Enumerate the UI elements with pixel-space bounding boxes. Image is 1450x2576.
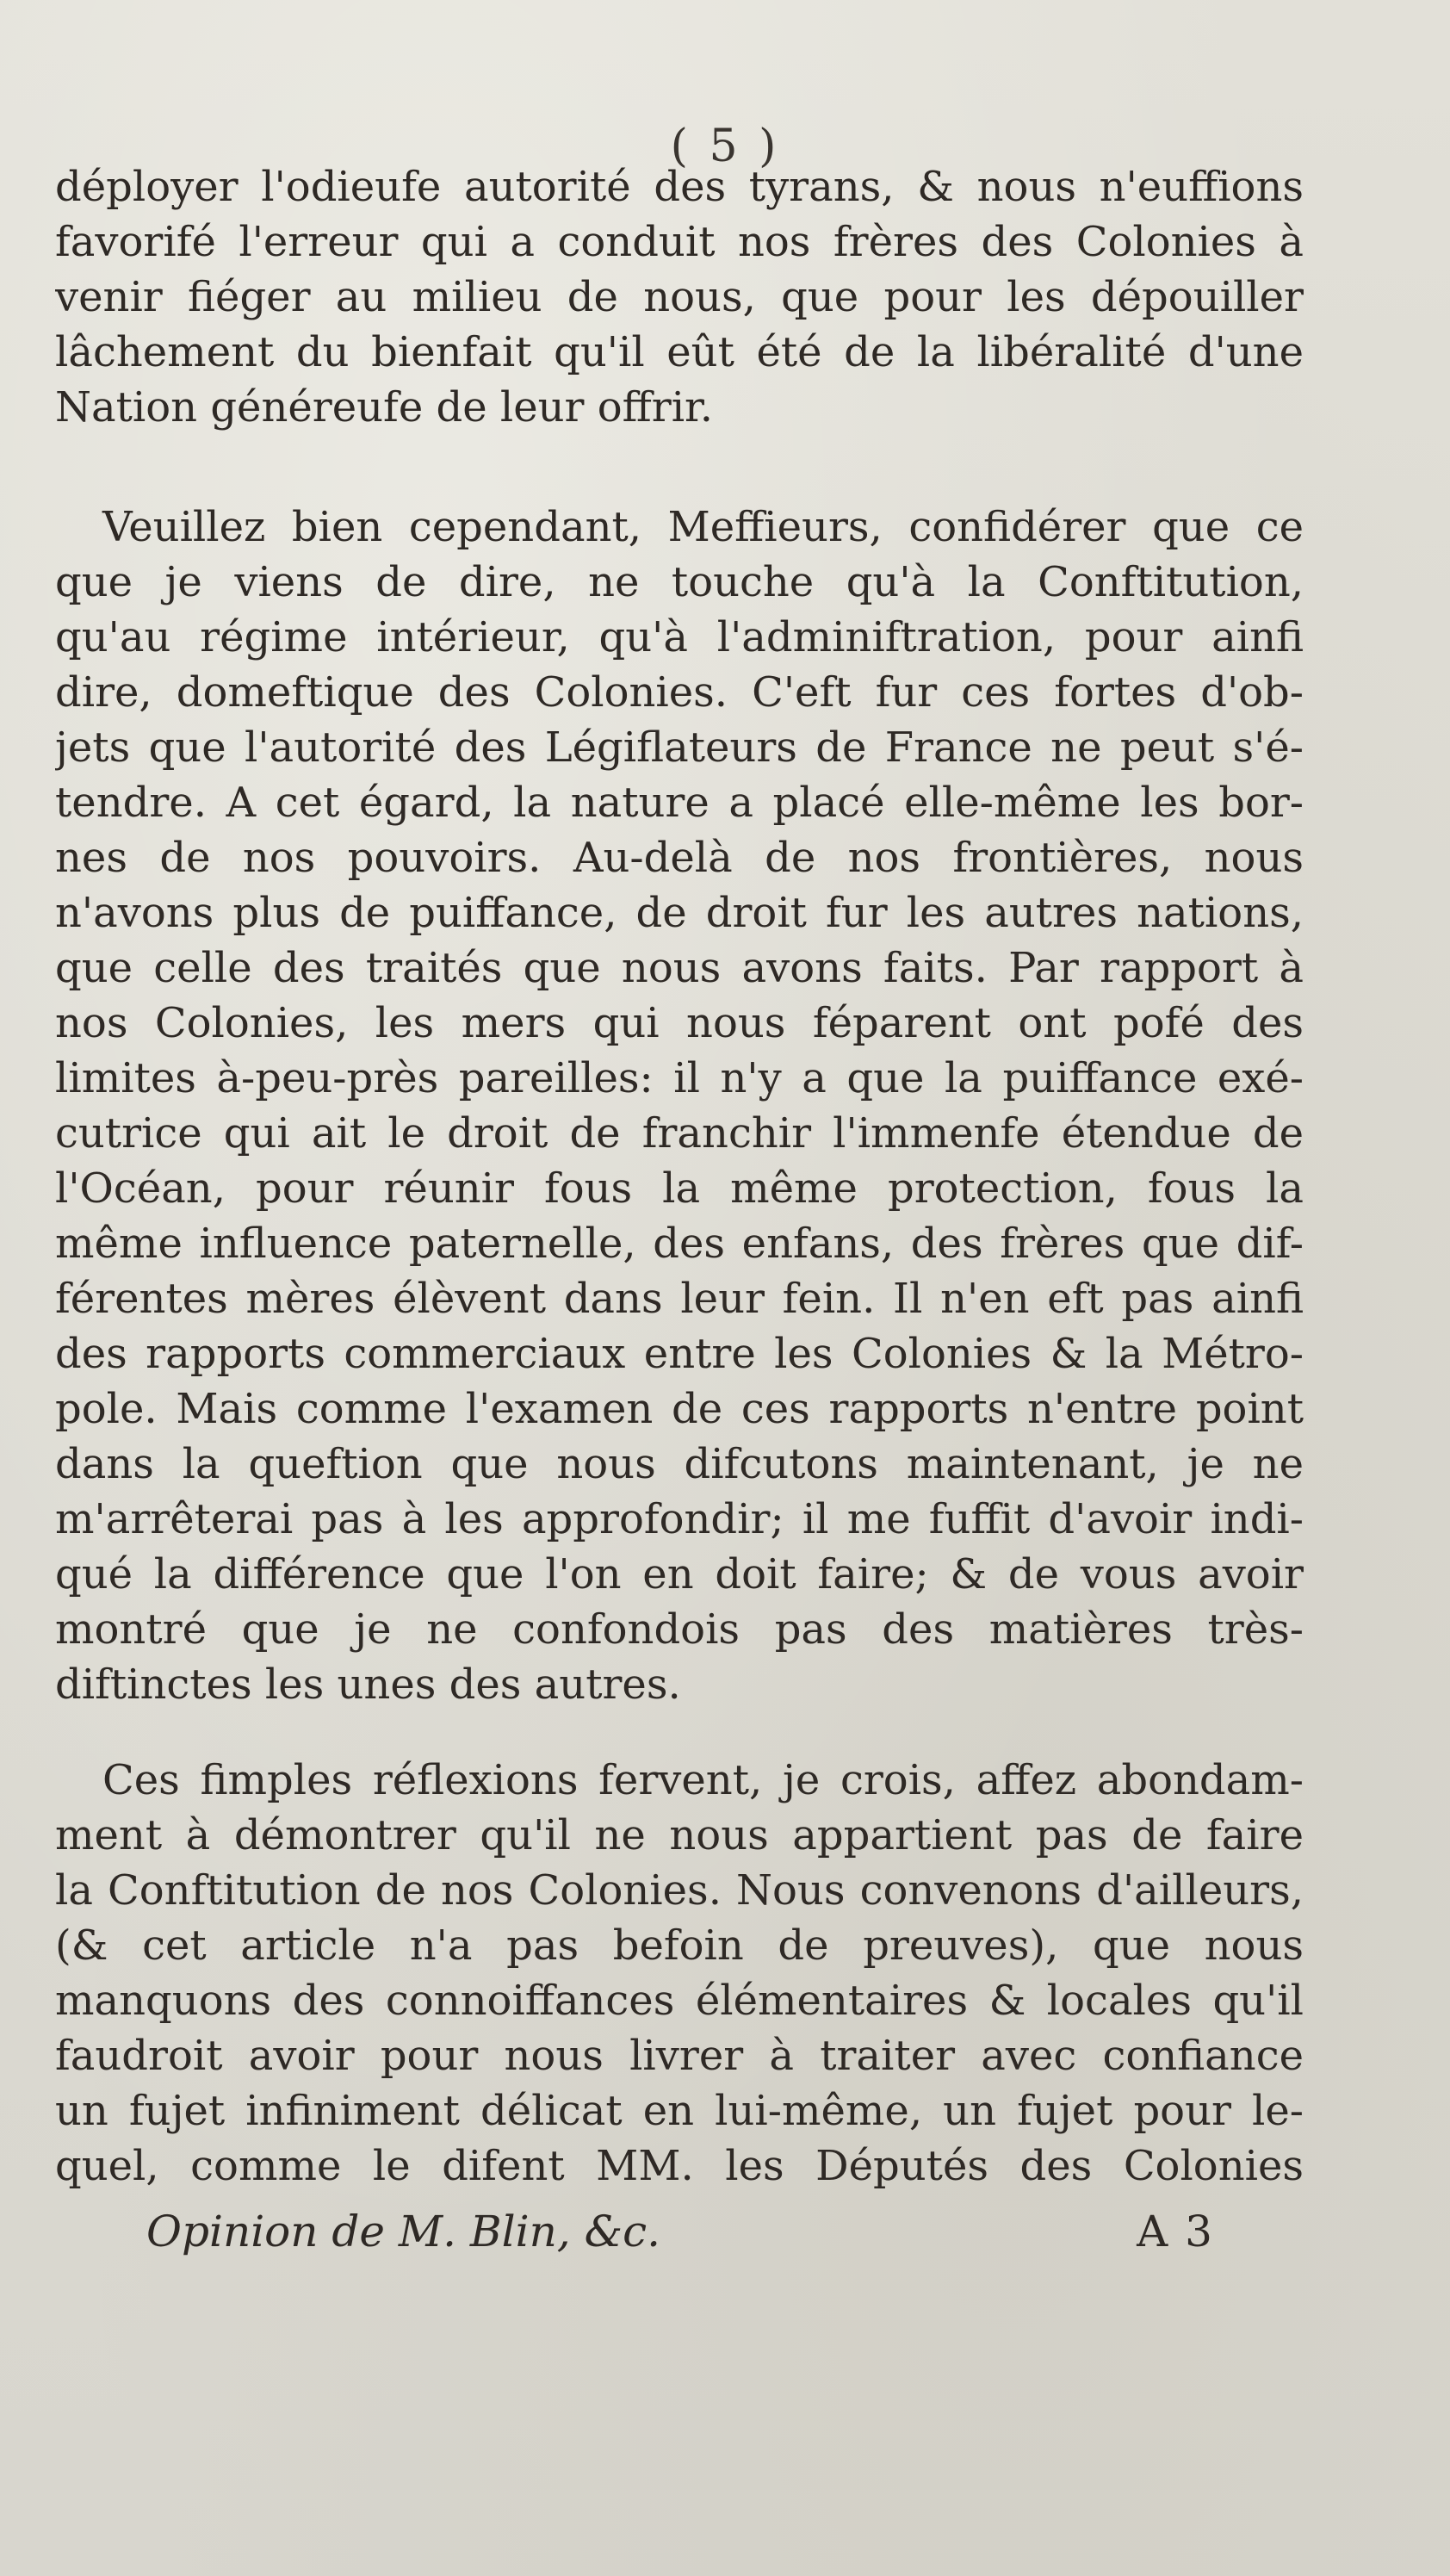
text-line: qué la différence que l'on en doit faire; & de vous avoir [55, 1550, 1304, 1598]
text-line: Veuillez bien cependant, Meffieurs, confidérer que ce [102, 503, 1304, 551]
paragraph-3 [55, 1753, 1304, 2194]
text-line: faudroit avoir pour nous livrer à traiter avec confiance [55, 2032, 1304, 2080]
running-title: Opinion de M. Blin, &c. [146, 2207, 660, 2256]
text-line: lâchement du bienfait qu'il eût été de la libéralité d'une [55, 328, 1304, 376]
text-line: m'arrêterai pas à les approfondir; il me fuffit d'avoir indi- [55, 1495, 1304, 1543]
text-line: la Conftitution de nos Colonies. Nous convenons d'ailleurs, [55, 1866, 1304, 1915]
signature-mark: A 3 [1137, 2207, 1214, 2256]
text-line: (& cet article n'a pas befoin de preuves), que nous [55, 1921, 1304, 1970]
text-line: montré que je ne confondois pas des matières très- [55, 1605, 1304, 1654]
paragraph-1 [55, 159, 1304, 435]
text-line: n'avons plus de puiffance, de droit fur les autres nations, [55, 889, 1304, 937]
text-line: pole. Mais comme l'examen de ces rapports n'entre point [55, 1385, 1304, 1433]
text-line: ment à démontrer qu'il ne nous appartient pas de faire [55, 1811, 1304, 1859]
text-line: limites à-peu-près pareilles: il n'y a que la puiffance exé- [55, 1054, 1304, 1102]
text-line: l'Océan, pour réunir fous la même protection, fous la [55, 1164, 1304, 1213]
text-line: venir fiéger au milieu de nous, que pour les dépouiller [55, 273, 1304, 321]
text-line: nes de nos pouvoirs. Au-delà de nos frontières, nous [55, 834, 1304, 882]
text-line: que je viens de dire, ne touche qu'à la Conftitution, [55, 558, 1304, 606]
text-line: même influence paternelle, des enfans, des frères que dif- [55, 1220, 1304, 1268]
text-line: tendre. A cet égard, la nature a placé elle-même les bor- [55, 779, 1304, 827]
text-line: manquons des connoiffances élémentaires & locales qu'il [55, 1977, 1304, 2025]
text-line: nos Colonies, les mers qui nous féparent ont pofé des [55, 999, 1304, 1047]
text-line: diftinctes les unes des autres. [55, 1660, 681, 1709]
paragraph-2 [55, 500, 1304, 1712]
text-line: cutrice qui ait le droit de franchir l'immenfe étendue de [55, 1109, 1304, 1158]
text-line: jets que l'autorité des Légiflateurs de France ne peut s'é- [55, 723, 1304, 772]
text-line: qu'au régime intérieur, qu'à l'adminiftration, pour ainfi [55, 613, 1304, 661]
page-number: ( 5 ) [670, 121, 780, 172]
text-line: déployer l'odieufe autorité des tyrans, & nous n'euffions [55, 163, 1304, 211]
text-line: dire, domeftique des Colonies. C'eft fur ces fortes d'ob- [55, 668, 1304, 717]
text-line: Ces fimples réflexions fervent, je crois, affez abondam- [102, 1756, 1304, 1804]
text-line: que celle des traités que nous avons faits. Par rapport à [55, 944, 1304, 992]
text-line: un fujet infiniment délicat en lui-même, un fujet pour le- [55, 2087, 1304, 2135]
text-line: Nation généreufe de leur offrir. [55, 383, 713, 431]
text-line: des rapports commerciaux entre les Colonies & la Métro- [55, 1330, 1304, 1378]
text-line: dans la queftion que nous difcutons maintenant, je ne [55, 1440, 1304, 1488]
text-line: férentes mères élèvent dans leur fein. Il n'en eft pas ainfi [55, 1275, 1304, 1323]
page-footer [146, 2203, 1214, 2260]
text-line: quel, comme le difent MM. les Députés des Colonies [55, 2142, 1304, 2190]
text-line: favorifé l'erreur qui a conduit nos frères des Colonies à [55, 218, 1304, 266]
